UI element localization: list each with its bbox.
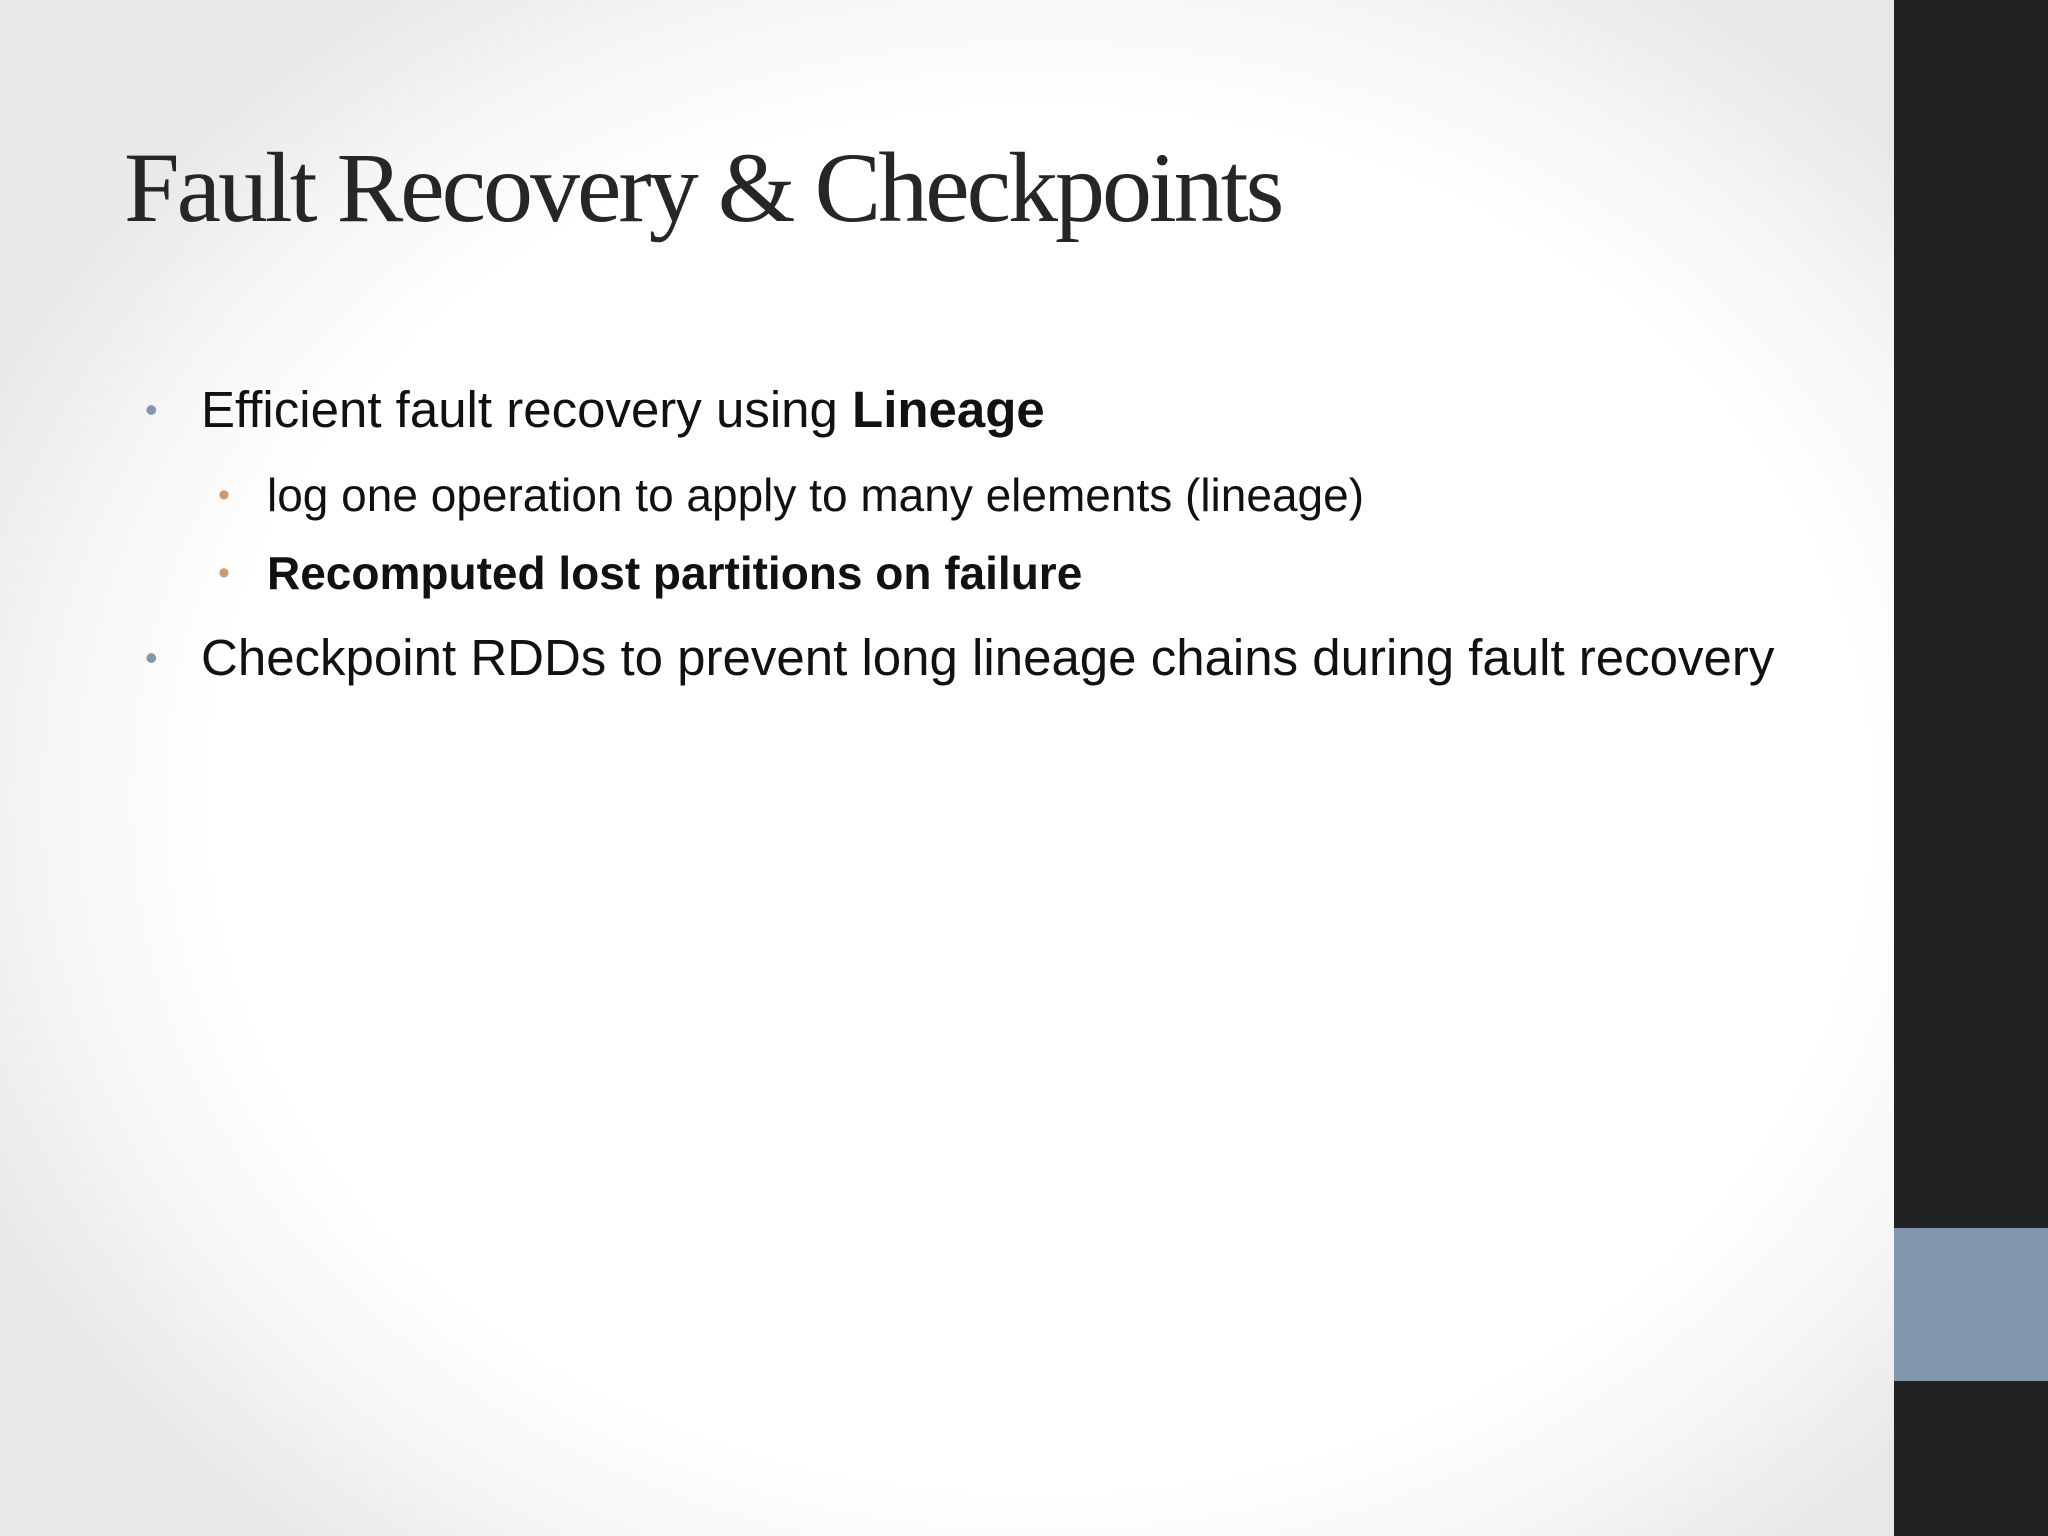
- bullet-item: [140, 620, 1780, 696]
- bullet-text: Checkpoint RDDs to prevent long lineage chains during fault recovery: [201, 629, 1775, 686]
- sub-bullet-item: [140, 460, 1780, 530]
- bullet-dot-icon: •: [218, 476, 230, 514]
- bullet-list: [140, 372, 1780, 696]
- bullet-dot-icon: •: [218, 554, 230, 592]
- bullet-text: Efficient fault recovery using: [201, 381, 853, 438]
- bullet-dot-icon: •: [145, 389, 158, 430]
- sub-bullet-item: [140, 538, 1780, 608]
- bullet-dot-icon: •: [145, 637, 158, 678]
- sub-bullet-text: Recomputed lost partitions on failure: [267, 547, 1083, 599]
- bullet-item: [140, 372, 1780, 448]
- sub-bullet-text: log one operation to apply to many elements (lineage): [267, 469, 1365, 521]
- slide-title: Fault Recovery & Checkpoints: [124, 132, 1282, 243]
- accent-block: [1894, 1228, 2048, 1381]
- bullet-bold-text: Lineage: [852, 381, 1045, 438]
